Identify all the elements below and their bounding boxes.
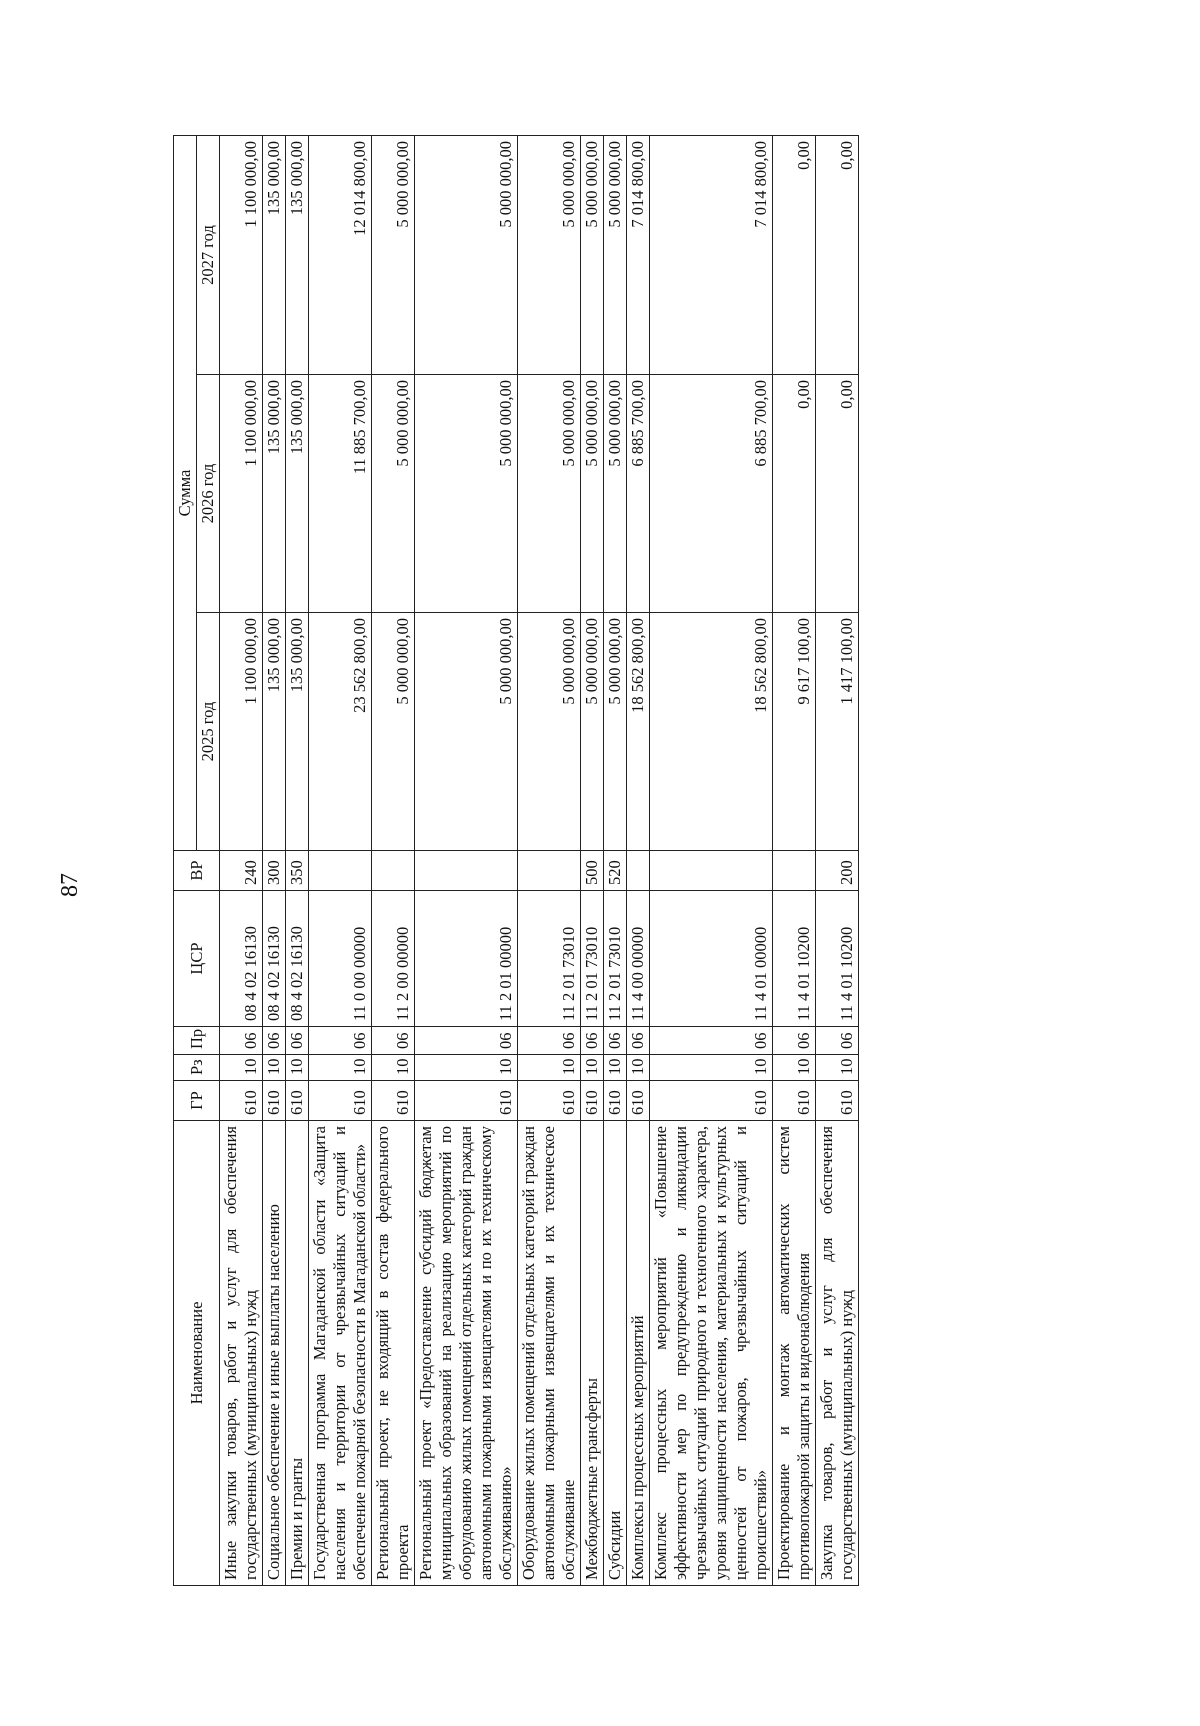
row-sum-2026: 0,00 (773, 375, 816, 613)
budget-table (173, 135, 859, 1586)
row-vr: 300 (263, 851, 286, 891)
row-sum-2026: 135 000,00 (286, 375, 309, 613)
header-pr: Пр (174, 1027, 220, 1055)
row-csr: 11 4 01 10200 (773, 891, 816, 1027)
header-year-2027: 2027 год (197, 135, 220, 374)
table-row (309, 135, 372, 1585)
row-name: Проектирование и монтаж автоматических систем противопожарной защиты и видеонаблюдения (773, 1121, 816, 1586)
row-rz: 10 (220, 1055, 263, 1081)
row-sum-2025: 5 000 000,00 (415, 613, 518, 851)
row-sum-2026: 0,00 (816, 375, 859, 613)
header-csr: ЦСР (174, 891, 220, 1027)
row-name: Субсидии (604, 1121, 627, 1586)
row-sum-2027: 5 000 000,00 (415, 135, 518, 374)
row-name: Премии и гранты (286, 1121, 309, 1586)
row-gr: 610 (816, 1081, 859, 1121)
row-csr: 11 2 00 00000 (372, 891, 415, 1027)
row-name: Региональный проект, не входящий в состав федерального проекта (372, 1121, 415, 1586)
table-row (773, 135, 816, 1585)
header-row-1 (174, 135, 197, 1585)
row-sum-2027: 5 000 000,00 (372, 135, 415, 374)
row-pr: 06 (604, 1027, 627, 1055)
row-name: Региональный проект «Предоставление субсидий бюджетам муниципальных образований на реализацию мероприятий по оборудованию жилых помещений отдельных категорий граждан автономными пожарными извещателями и по их техническому обслуживанию» (415, 1121, 518, 1586)
row-sum-2026: 1 100 000,00 (220, 375, 263, 613)
row-csr: 11 2 01 73010 (581, 891, 604, 1027)
row-sum-2025: 135 000,00 (263, 613, 286, 851)
row-pr: 06 (263, 1027, 286, 1055)
row-sum-2027: 5 000 000,00 (518, 135, 581, 374)
row-vr (773, 851, 816, 891)
row-pr: 06 (650, 1027, 773, 1055)
row-rz: 10 (581, 1055, 604, 1081)
row-gr: 610 (286, 1081, 309, 1121)
row-sum-2027: 1 100 000,00 (220, 135, 263, 374)
row-vr: 520 (604, 851, 627, 891)
row-rz: 10 (518, 1055, 581, 1081)
row-csr: 11 4 01 10200 (816, 891, 859, 1027)
header-rz: Рз (174, 1055, 220, 1081)
row-sum-2025: 18 562 800,00 (627, 613, 650, 851)
row-rz: 10 (773, 1055, 816, 1081)
row-sum-2025: 23 562 800,00 (309, 613, 372, 851)
row-sum-2026: 5 000 000,00 (581, 375, 604, 613)
table-row (263, 135, 286, 1585)
row-gr: 610 (263, 1081, 286, 1121)
header-vr: ВР (174, 851, 220, 891)
row-sum-2025: 5 000 000,00 (372, 613, 415, 851)
row-name: Государственная программа Магаданской области «Защита населения и территории от чрезвычайных ситуаций и обеспечение пожарной безопасности в Магаданской области» (309, 1121, 372, 1586)
row-rz: 10 (604, 1055, 627, 1081)
table-row (627, 135, 650, 1585)
row-name: Межбюджетные трансферты (581, 1121, 604, 1586)
row-csr: 08 4 02 16130 (220, 891, 263, 1027)
row-gr: 610 (309, 1081, 372, 1121)
row-sum-2025: 5 000 000,00 (581, 613, 604, 851)
rotated-table-container (173, 136, 1073, 1586)
row-csr: 11 4 00 00000 (627, 891, 650, 1027)
row-pr: 06 (773, 1027, 816, 1055)
row-rz: 10 (286, 1055, 309, 1081)
header-sum: Сумма (174, 135, 197, 850)
header-year-2026: 2026 год (197, 375, 220, 613)
row-sum-2025: 1 417 100,00 (816, 613, 859, 851)
row-rz: 10 (415, 1055, 518, 1081)
row-rz: 10 (627, 1055, 650, 1081)
row-rz: 10 (650, 1055, 773, 1081)
row-pr: 06 (816, 1027, 859, 1055)
row-csr: 11 4 01 00000 (650, 891, 773, 1027)
row-sum-2025: 9 617 100,00 (773, 613, 816, 851)
row-pr: 06 (627, 1027, 650, 1055)
row-gr: 610 (415, 1081, 518, 1121)
row-sum-2025: 135 000,00 (286, 613, 309, 851)
row-sum-2027: 5 000 000,00 (581, 135, 604, 374)
header-year-2025: 2025 год (197, 613, 220, 851)
row-pr: 06 (415, 1027, 518, 1055)
row-gr: 610 (518, 1081, 581, 1121)
row-csr: 11 2 01 00000 (415, 891, 518, 1027)
table-row (518, 135, 581, 1585)
row-pr: 06 (518, 1027, 581, 1055)
row-sum-2026: 5 000 000,00 (415, 375, 518, 613)
row-vr (415, 851, 518, 891)
row-rz: 10 (309, 1055, 372, 1081)
row-vr: 350 (286, 851, 309, 891)
row-sum-2025: 5 000 000,00 (604, 613, 627, 851)
row-sum-2025: 18 562 800,00 (650, 613, 773, 851)
row-sum-2027: 7 014 800,00 (650, 135, 773, 374)
header-name: Наименование (174, 1121, 220, 1586)
row-sum-2027: 0,00 (816, 135, 859, 374)
row-name: Социальное обеспечение и иные выплаты населению (263, 1121, 286, 1586)
row-sum-2027: 5 000 000,00 (604, 135, 627, 374)
row-sum-2027: 7 014 800,00 (627, 135, 650, 374)
row-name: Закупка товаров, работ и услуг для обеспечения государственных (муниципальных) нужд (816, 1121, 859, 1586)
table-row (220, 135, 263, 1585)
row-rz: 10 (263, 1055, 286, 1081)
row-sum-2026: 6 885 700,00 (650, 375, 773, 613)
row-sum-2027: 135 000,00 (286, 135, 309, 374)
table-row (372, 135, 415, 1585)
row-gr: 610 (220, 1081, 263, 1121)
row-sum-2026: 6 885 700,00 (627, 375, 650, 613)
row-vr (309, 851, 372, 891)
row-vr (372, 851, 415, 891)
row-vr (650, 851, 773, 891)
row-csr: 11 2 01 73010 (518, 891, 581, 1027)
row-sum-2026: 5 000 000,00 (372, 375, 415, 613)
row-vr: 200 (816, 851, 859, 891)
row-sum-2026: 11 885 700,00 (309, 375, 372, 613)
row-pr: 06 (220, 1027, 263, 1055)
table-body (220, 135, 859, 1585)
row-sum-2026: 5 000 000,00 (604, 375, 627, 613)
row-gr: 610 (372, 1081, 415, 1121)
row-gr: 610 (604, 1081, 627, 1121)
table-row (581, 135, 604, 1585)
row-csr: 11 0 00 00000 (309, 891, 372, 1027)
table-row (604, 135, 627, 1585)
row-name: Комплексы процессных мероприятий (627, 1121, 650, 1586)
row-pr: 06 (309, 1027, 372, 1055)
row-csr: 11 2 01 73010 (604, 891, 627, 1027)
row-vr (518, 851, 581, 891)
row-sum-2025: 1 100 000,00 (220, 613, 263, 851)
page-number: 87 (57, 873, 83, 897)
row-pr: 06 (581, 1027, 604, 1055)
row-rz: 10 (372, 1055, 415, 1081)
row-csr: 08 4 02 16130 (286, 891, 309, 1027)
table-row (286, 135, 309, 1585)
row-name: Комплекс процессных мероприятий «Повышение эффективности мер по предупреждению и ликвидации чрезвычайных ситуаций природного и техногенного характера, уровня защищенности населения, материальных и культурных ценностей от пожаров, чрезвычайных ситуаций и происшествий» (650, 1121, 773, 1586)
row-sum-2026: 135 000,00 (263, 375, 286, 613)
row-sum-2027: 0,00 (773, 135, 816, 374)
table-row (816, 135, 859, 1585)
header-gr: ГР (174, 1081, 220, 1121)
row-name: Оборудование жилых помещений отдельных категорий граждан автономными пожарными извещателями и их техническое обслуживание (518, 1121, 581, 1586)
row-sum-2025: 5 000 000,00 (518, 613, 581, 851)
row-sum-2027: 12 014 800,00 (309, 135, 372, 374)
row-gr: 610 (627, 1081, 650, 1121)
row-gr: 610 (650, 1081, 773, 1121)
row-gr: 610 (773, 1081, 816, 1121)
row-rz: 10 (816, 1055, 859, 1081)
row-sum-2027: 135 000,00 (263, 135, 286, 374)
row-pr: 06 (372, 1027, 415, 1055)
table-row (650, 135, 773, 1585)
row-vr (627, 851, 650, 891)
row-pr: 06 (286, 1027, 309, 1055)
row-csr: 08 4 02 16130 (263, 891, 286, 1027)
row-gr: 610 (581, 1081, 604, 1121)
row-vr: 500 (581, 851, 604, 891)
table-row (415, 135, 518, 1585)
row-sum-2026: 5 000 000,00 (518, 375, 581, 613)
row-vr: 240 (220, 851, 263, 891)
row-name: Иные закупки товаров, работ и услуг для обеспечения государственных (муниципальных) нужд (220, 1121, 263, 1586)
